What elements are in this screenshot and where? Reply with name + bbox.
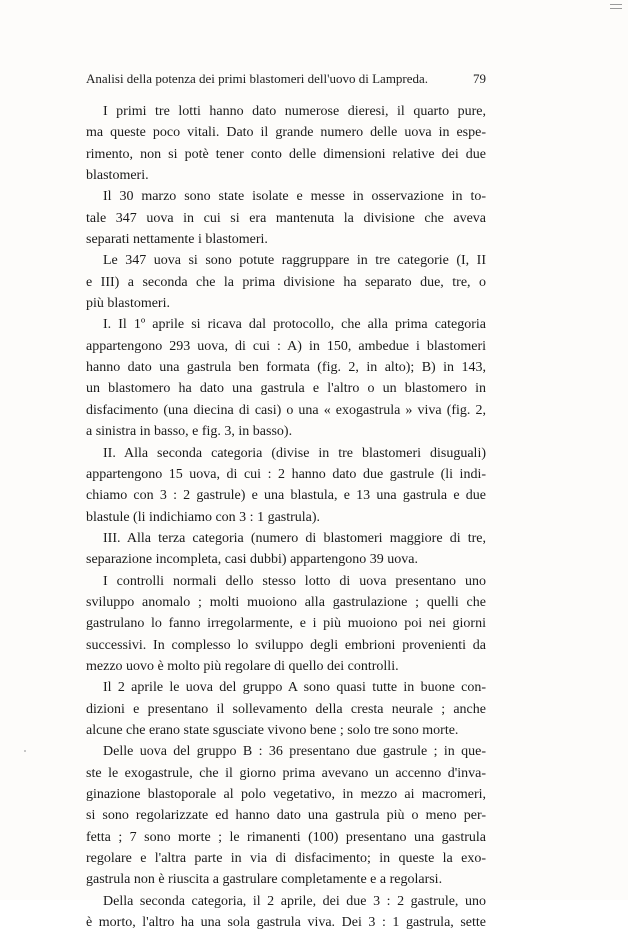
- text-line: Il 2 aprile le uova del gruppo A sono quasi tutte in buone con-: [103, 680, 486, 696]
- text-line: I primi tre lotti hanno dato numerose dieresi, il quarto pure,: [103, 104, 486, 119]
- text-line: ma queste poco vitali. Dato il grande numero delle uova in espe-: [86, 125, 486, 141]
- text-line: separazione incompleta, casi dubbi) appartengono 39 uova.: [86, 552, 418, 568]
- text-line: Delle uova del gruppo B : 36 presentano due gastrule ; in que-: [103, 744, 486, 760]
- text-line: Il 30 marzo sono state isolate e messe in osservazione in to-: [103, 189, 486, 205]
- text-line: Le 347 uova si sono potute raggruppare in tre categorie (I, II: [103, 253, 486, 269]
- text-line: sviluppo anomalo ; molti muoiono alla gastrulazione ; quelli che: [86, 594, 486, 610]
- text-line: I. Il 1º aprile si ricava dal protocollo, che alla prima categoria: [103, 317, 486, 333]
- text-line: I controlli normali dello stesso lotto di uova presentano uno: [103, 573, 486, 589]
- text-line: ste le exogastrule, che il giorno prima avevano un accenno d'inva-: [86, 765, 486, 781]
- text-line: a sinistra in basso, e fig. 3, in basso).: [86, 424, 293, 440]
- text-line: gastrula non è riuscita a gastrulare completamente e a regolarsi.: [86, 872, 443, 888]
- text-line: più blastomeri.: [86, 296, 170, 312]
- text-line: un blastomero ha dato una gastrula e l'altro o un blastomero in: [86, 381, 486, 397]
- text-line: disfacimento (una diecina di casi) o una « exogastrula » viva (fig. 2,: [86, 402, 486, 418]
- text-line: appartengono 293 uova, di cui : A) in 150, ambedue i blastomeri: [86, 338, 486, 354]
- text-line: successivi. In complesso lo sviluppo degli embrioni provenienti da: [86, 637, 486, 653]
- text-line: e III) a seconda che la prima divisione ha separato due, tre, o: [86, 274, 486, 290]
- running-title: Analisi della potenza dei primi blastomeri dell'uovo di Lampreda.: [86, 71, 429, 86]
- text-line: Della seconda categoria, il 2 aprile, dei due 3 : 2 gastrule, uno: [103, 893, 486, 909]
- text-line: blastomeri.: [86, 168, 149, 184]
- body-text: [86, 101, 486, 933]
- margin-speck: [24, 750, 26, 752]
- text-line: fetta ; 7 sono morte ; le rimanenti (100) presentano una gastrula: [86, 829, 486, 845]
- text-line: appartengono 15 uova, di cui : 2 hanno dato due gastrule (li indi-: [86, 466, 486, 482]
- text-line: tale 347 uova in cui si era mantenuta la divisione che aveva: [86, 210, 486, 226]
- running-header: [86, 71, 486, 87]
- page-number: 79: [473, 71, 486, 86]
- text-line: rimento, non si potè tener conto delle dimensioni relative dei due: [86, 146, 486, 162]
- scan-corner-mark: [610, 4, 622, 9]
- text-line: II. Alla seconda categoria (divise in tre blastomeri disuguali): [103, 445, 486, 461]
- text-line: si sono regolarizzate ed hanno dato una gastrula più o meno per-: [86, 808, 486, 824]
- text-line: blastule (li indichiamo con 3 : 1 gastrula).: [86, 509, 321, 525]
- text-line: hanno dato una gastrula ben formata (fig. 2, in alto); B) in 143,: [86, 360, 486, 376]
- text-line: dizioni e presentano il sollevamento della cresta neurale ; anche: [86, 701, 486, 717]
- text-line: chiamo con 3 : 2 gastrule) e una blastula, e 13 una gastrula e due: [86, 488, 486, 504]
- text-line: III. Alla terza categoria (numero di blastomeri maggiore di tre,: [103, 530, 486, 546]
- text-line: regolare e l'altra parte in via di disfacimento; in queste la exo-: [86, 851, 486, 867]
- text-line: mezzo uovo è molto più regolare di quello dei controlli.: [86, 658, 399, 674]
- text-line: alcune che erano state sgusciate vivono bene ; solo tre sono morte.: [86, 722, 459, 738]
- text-line: è morto, l'altro ha una sola gastrula viva. Dei 3 : 1 gastrula, sette: [86, 915, 486, 931]
- text-line: gastrulano lo fanno irregolarmente, e i più muoiono poi nei giorni: [86, 616, 486, 632]
- text-line: separati nettamente i blastomeri.: [86, 232, 268, 248]
- text-line: ginazione blastoporale al polo vegetativo, in mezzo ai macromeri,: [86, 787, 486, 802]
